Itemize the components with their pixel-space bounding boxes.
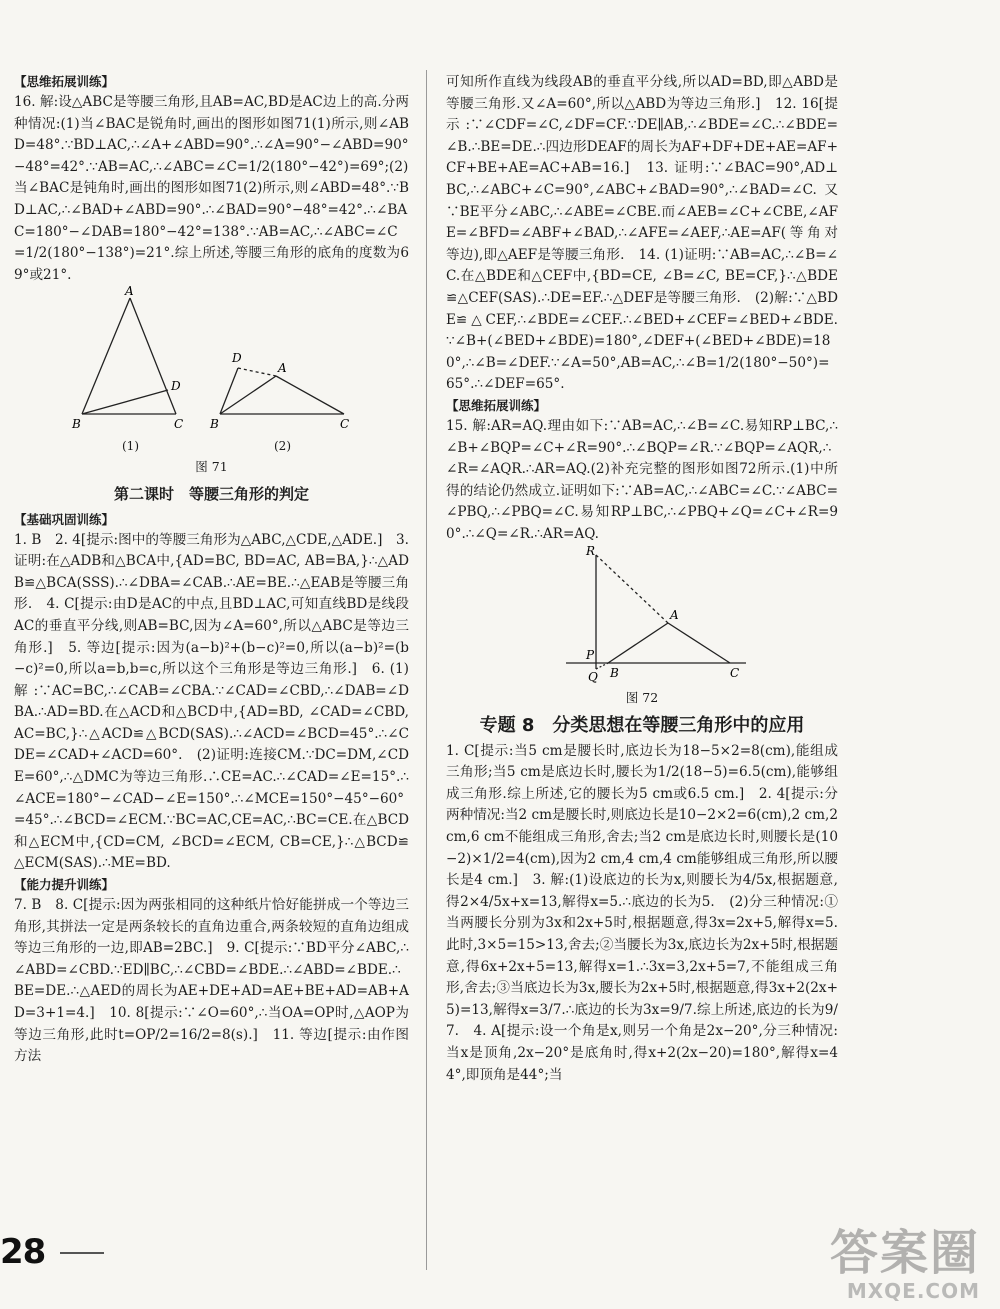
answer-16: 16. 解:设△ABC是等腰三角形,且AB=AC,BD是AC边上的高.分两种情况:(1)当∠BAC是锐角时,画出的图形如图71(1)所示,则∠ABD=48°.∵BD⊥AC,∴∠A+∠ABD=90°.∴∠A=90°−∠ABD=90°−48°=42°.∵AB=AC,∴∠ABC=∠C=1/2(180°−42°)=69°;(2)当∠BAC是钝角时,画出的图形如图71(2)所示,则∠ABD=48°.∵BD⊥AC,∴∠BAD+∠ABD=90°.∴∠BAD=90°−48°=42°.∴∠BAC=180°−∠DAB=180°−42°=138°.∵AB=AC,∴∠ABC=∠C=1/2(180°−138°)=21°.综上所述,等腰三角形的底角的度数为69°或21°.	[14, 94, 409, 283]
fig71-label-A2: A	[278, 361, 287, 376]
page-number-rule	[60, 1252, 104, 1254]
section-header-thinking-2: 【思维拓展训练】	[446, 397, 547, 413]
fig71-label-D1: D	[171, 379, 181, 394]
left-column	[14, 72, 409, 1068]
section-header-thinking: 【思维拓展训练】	[14, 74, 115, 89]
fig71-label-C1: C	[174, 417, 184, 432]
right-column	[446, 72, 838, 1086]
watermark-url: MXQE.COM	[846, 1279, 980, 1303]
fig72-label-R: R	[586, 545, 596, 559]
topic-title: 专题 8 分类思想在等腰三角形中的应用	[479, 715, 805, 737]
fig71-label-B1: B	[72, 417, 81, 432]
fig71-label-C2: C	[340, 417, 350, 432]
figure-72	[446, 545, 838, 709]
answers-continued: 可知所作直线为线段AB的垂直平分线,所以AD=BD,即△ABD是等腰三角形.又∠A=60°,所以△ABD为等边三角形.] 12. 16[提示:∵∠CDF=∠C,∠DF=CF.∵DE∥AB,∴∠BDE=∠C.∴∠BDE=∠B.∴BE=DE.∴四边形DEAF的周长为AF+DF+DE+AE=AF+CF+BE+AE=AC+AB=16.] 13. 证明:∵∠BAC=90°,AD⊥BC,∴∠ABC+∠C=90°,∠ABC+∠BAD=90°,∴∠BAD=∠C.又∵BE平分∠ABC,∴∠ABE=∠CBE.而∠AEB=∠C+∠CBE,∠AFE=∠BFD=∠ABF+∠BAD,∴∠AFE=∠AEF,∴AE=AF(等角对等边),即△AEF是等腰三角形. 14. (1)证明:∵AB=AC,∴∠B=∠C.在△BDE和△CEF中,{BD=CE, ∠B=∠C, BE=CF,}∴△BDE≌△CEF(SAS).∴DE=EF.∴△DEF是等腰三角形. (2)解:∵△BDE≌△CEF,∴∠BDE=∠CEF.∴∠BED+∠CEF=∠BED+∠BDE.∵∠B+(∠BED+∠BDE)=180°,∠DEF+(∠BED+∠BDE)=180°,∴∠B=∠DEF.∵∠A=50°,AB=AC,∴∠B=1/2(180°−50°)=65°.∴∠DEF=65°.	[446, 74, 838, 393]
fig72-label-C: C	[730, 666, 740, 681]
figure-71-caption: 图 71	[195, 459, 228, 475]
answers-ability: 7. B 8. C[提示:因为两张相同的这种纸片恰好能拼成一个等边三角形,其拼法一定是两条较长的直角边重合,两条较短的直角边组成等边三角形的一边,即AB=2BC.] 9. C[提示:∵BD平分∠ABC,∴∠ABD=∠CBD.∵ED∥BC,∴∠CBD=∠BDE.∴∠ABD=∠BDE.∴BE=DE.∴△AED的周长为AE+DE+AD=AE+BE+AD=AB+AD=3+1=4.] 10. 8[提示:∵∠O=60°,∴当OA=OP时,△AOP为等边三角形,此时t=OP/2=16/2=8(s).] 11. 等边[提示:由作图方法	[14, 897, 409, 1065]
figure-72-caption: 图 72	[625, 690, 659, 706]
fig72-label-Q: Q	[588, 670, 598, 685]
fig71-sub-2: (2)	[274, 439, 291, 454]
fig72-label-P: P	[586, 648, 595, 663]
answers-topic: 1. C[提示:当5 cm是腰长时,底边长为18−5×2=8(cm),能组成三角形;当5 cm是底边长时,腰长为1/2(18−5)=6.5(cm),能够组成三角形.综上所述,它的腰长为5 cm或6.5 cm.] 2. 4[提示:分两种情况:当2 cm是腰长时,则底边长是10−2×2=6(cm),2 cm,2 cm,6 cm不能组成三角形,舍去;当2 cm是底边长时,则腰长是(10−2)×1/2=4(cm),因为2 cm,4 cm,4 cm能够组成三角形,所以腰长是4 cm.] 3. 解:(1)设底边的长为x,则腰长为4/5x,根据题意,得2×4/5x+x=13,解得x=5.∴底边的长为5. (2)分三种情况:①当两腰长分别为3x和2x+5时,根据题意,得3x=2x+5,解得x=5.此时,3×5=15>13,舍去;②当腰长为3x,底边长为2x+5时,根据题意,得6x+2x+5=13,解得x=1.∴3x=3,2x+5=7,不能组成三角形,舍去;③当底边长为3x,腰长为2x+5时,根据题意,得3x+2(2x+5)=13,解得x=3/7.∴底边的长为3x=9/7.综上所述,底边的长为9/7. 4. A[提示:设一个角是x,则另一个角是2x−20°,分三种情况:当x是顶角,2x−20°是底角时,得x+2(2x−20)=180°,解得x=44°,即顶角是44°;当	[446, 742, 838, 1083]
lesson-title: 第二课时 等腰三角形的判定	[113, 484, 309, 503]
figure-72-drawing	[446, 545, 838, 685]
fig72-label-B: B	[610, 666, 619, 681]
answer-15: 15. 解:AR=AQ.理由如下:∵AB=AC,∴∠B=∠C.易知RP⊥BC,∴∠B+∠BQP=∠C+∠R=90°.∴∠BQP=∠R.∵∠BQP=∠AQR,∴∠R=∠AQR.∴AR=AQ.(2)补充完整的图形如图72所示.(1)中所得的结论仍然成立.证明如下:∵AB=AC,∴∠ABC=∠C.∵∠ABC=∠PBQ,∴∠PBQ=∠C.易知RP⊥BC,∴∠PBQ+∠Q=∠C+∠R=90°.∴∠Q=∠R.∴AR=AQ.	[446, 417, 838, 542]
fig71-sub-1: (1)	[122, 439, 139, 454]
page-number: 28	[0, 1232, 46, 1272]
fig71-label-D2: D	[232, 351, 242, 366]
section-header-basic: 【基础巩固训练】	[14, 511, 115, 527]
column-divider	[426, 70, 427, 1270]
fig72-label-A: A	[670, 608, 679, 623]
figure-71-drawing	[14, 286, 409, 436]
figure-71	[14, 286, 409, 478]
fig71-label-B2: B	[210, 417, 219, 432]
watermark-logo: 答案圈	[829, 1225, 980, 1281]
answers-basic: 1. B 2. 4[提示:图中的等腰三角形为△ABC,△CDE,△ADE.] 3. 证明:在△ADB和△BCA中,{AD=BC, BD=AC, AB=BA,}∴△ADB≌△BCA(SSS).∴∠DBA=∠CAB.∴AE=BE.∴△EAB是等腰三角形. 4. C[提示:由D是AC的中点,且BD⊥AC,可知直线BD是线段AC的垂直平分线,则AB=BC,因为∠A=60°,所以△ABC是等边三角形.] 5. 等边[提示:因为(a−b)²+(b−c)²=0,所以(a−b)²=(b−c)²=0,所以a=b,b=c,所以这个三角形是等边三角形.] 6. (1)解:∵AC=BC,∴∠CAB=∠CBA.∵∠CAD=∠CBD,∴∠DAB=∠DBA.∴AD=BD.在△ACD和△BCD中,{AD=BD, ∠CAD=∠CBD, AC=BC,}∴△ACD≌△BCD(SAS).∴∠ACD=∠BCD=45°.∴∠CDE=∠CAD+∠ACD=60°. (2)证明:连接CM.∵DC=DM,∠CDE=60°,∴△DMC为等边三角形.∴CE=AC.∴∠CAD=∠E=15°.∴∠ACE=180°−∠CAD−∠E=150°.∴∠MCE=150°−45°−60°=45°.∴∠BCD=∠ECM.∵BC=AC,CE=AC,∴BC=CE.在△BCD和△ECM中,{CD=CM, ∠BCD=∠ECM, CB=CE,}∴△BCD≌△ECM(SAS).∴ME=BD.	[14, 531, 409, 872]
watermark	[830, 1227, 980, 1303]
section-header-ability: 【能力提升训练】	[14, 877, 115, 893]
fig71-label-A1: A	[125, 286, 134, 299]
